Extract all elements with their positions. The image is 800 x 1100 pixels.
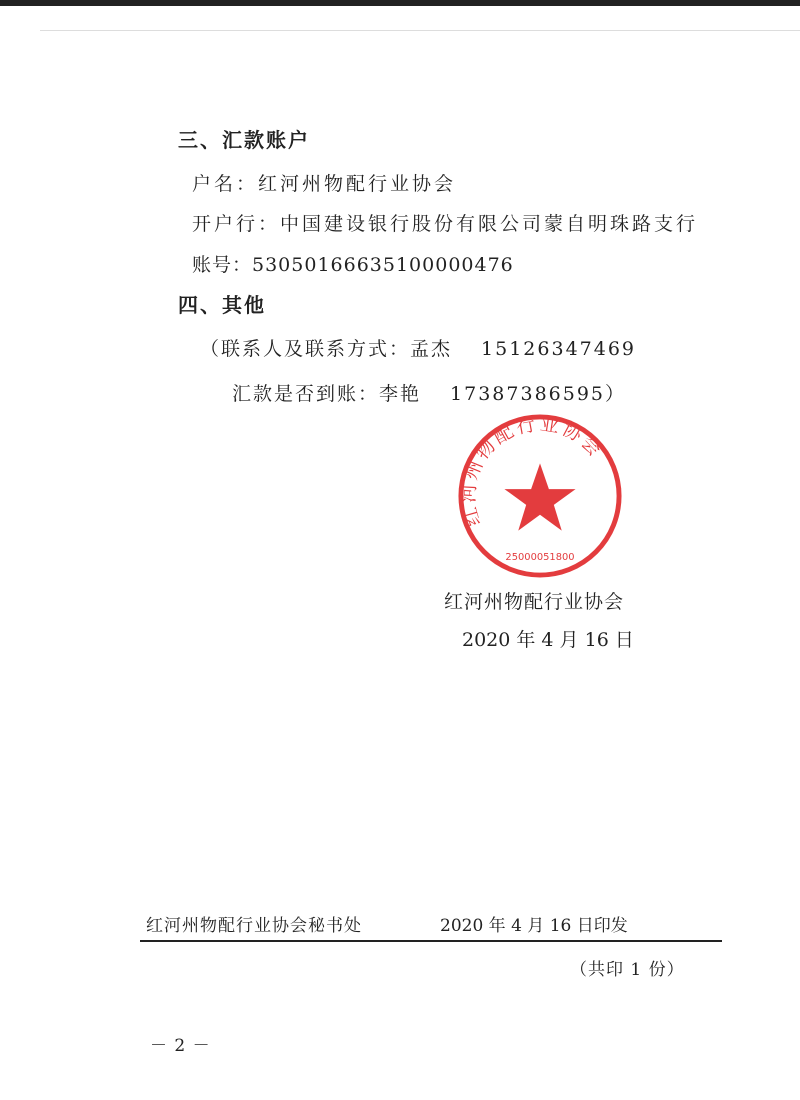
contact-line: （联系人及联系方式：孟杰 15126347469	[200, 338, 637, 360]
account-number: 账号：53050166635100000476	[192, 254, 514, 276]
confirm-line: 汇款是否到账：李艳 17387386595）	[232, 383, 627, 405]
page-number: － 2 －	[150, 1036, 211, 1056]
account-name: 户名：红河州物配行业协会	[192, 173, 457, 195]
seal-code: 25000051800	[505, 552, 575, 564]
copies-note: （共印 1 份）	[570, 960, 685, 980]
signature-org: 红河州物配行业协会	[444, 591, 625, 613]
scan-edge	[0, 0, 800, 6]
header-rule	[40, 30, 800, 31]
section3-heading: 三、汇款账户	[178, 128, 310, 152]
official-seal	[456, 412, 624, 580]
signature-date: 2020 年 4 月 16 日	[462, 629, 634, 651]
footer-issuer: 红河州物配行业协会秘书处	[146, 916, 362, 936]
seal-text: 红河州物配行业协会	[458, 413, 607, 529]
section4-heading: 四、其他	[178, 293, 266, 317]
footer-issue-date: 2020 年 4 月 16 日印发	[440, 916, 628, 936]
bank-name: 开户行：中国建设银行股份有限公司蒙自明珠路支行	[192, 213, 699, 235]
footer-rule	[140, 940, 722, 942]
